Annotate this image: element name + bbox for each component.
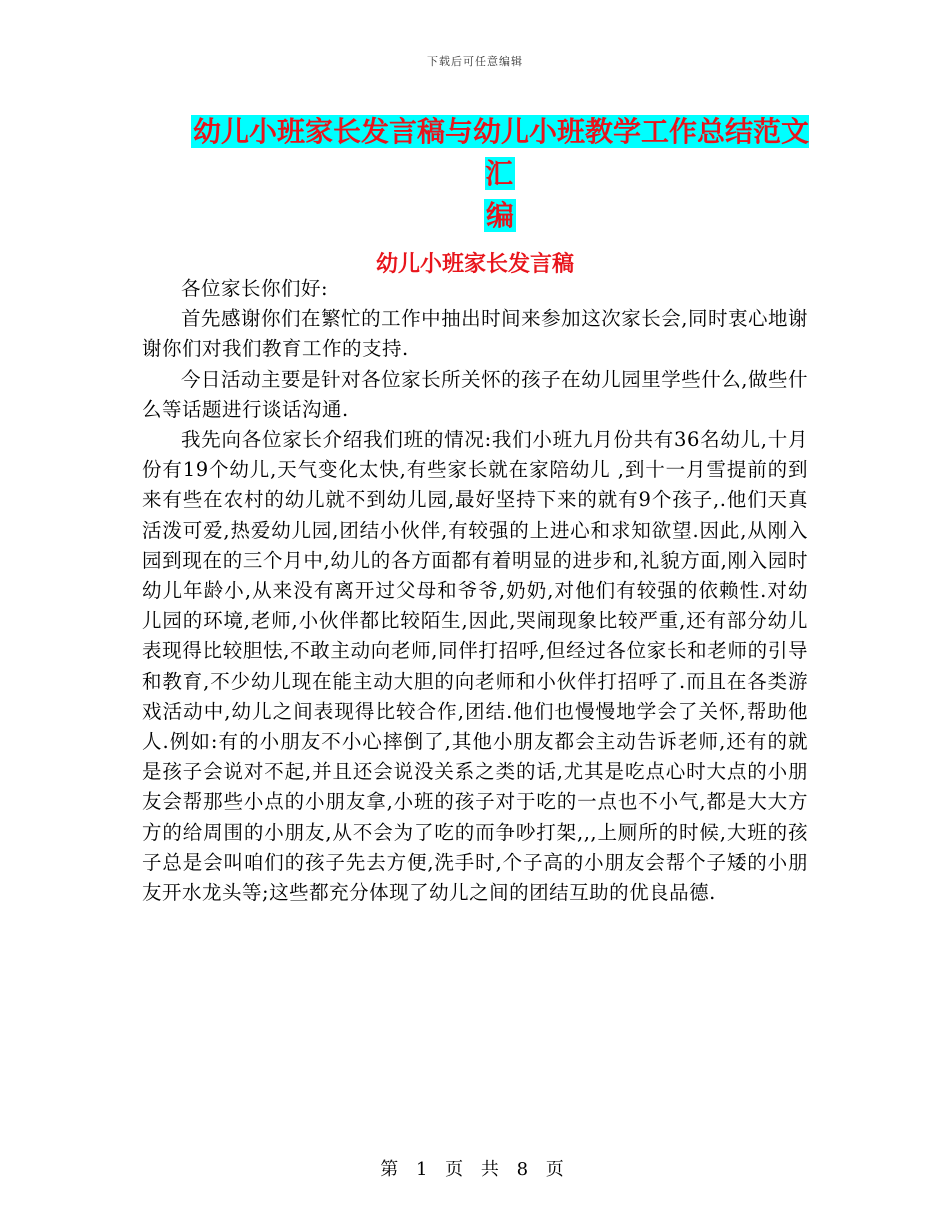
document-title-line-1: 幼儿小班家长发言稿与幼儿小班教学工作总结范文汇 <box>192 115 809 190</box>
body-text <box>142 274 808 908</box>
section-heading: 幼儿小班家长发言稿 <box>375 252 574 277</box>
paragraph: 我先向各位家长介绍我们班的情况:我们小班九月份共有36名幼儿,十月份有19个幼儿,天气变化太快,有些家长就在家陪幼儿 ,到十一月雪提前的到来有些在农村的幼儿就不到幼儿园,最好坚持下来的就有9个孩子,.他们天真活泼可爱,热爱幼儿园,团结小伙伴,有较强的上进心和求知欲望.因此,从刚入园到现在的三个月中,幼儿的各方面都有着明显的进步和,礼貌方面,刚入园时幼儿年龄小,从来没有离开过父母和爷爷,奶奶,对他们有较强的依赖性.对幼儿园的环境,老师,小伙伴都比较陌生,因此,哭闹现象比较严重,还有部分幼儿表现得比较胆怯,不敢主动向老师,同伴打招呼,但经过各位家长和老师的引导和教育,不少幼儿现在能主动大胆的向老师和小伙伴打招呼了.而且在各类游戏活动中,幼儿之间表现得比较合作,团结.他们也慢慢地学会了关怀,帮助他人.例如:有的小朋友不小心摔倒了,其他小朋友都会主动告诉老师,还有的就是孩子会说对不起,并且还会说没关系之类的话,尤其是吃点心时大点的小朋友会帮那些小点的小朋友拿,小班的孩子对于吃的一点也不小气,都是大大方方的给周围的小朋友,从不会为了吃的而争吵打架,,,上厕所的时候,大班的孩子总是会叫咱们的孩子先去方便,洗手时,个子高的小朋友会帮个子矮的小朋友开水龙头等;这些都充分体现了幼儿之间的团结互助的优良品德. <box>142 428 808 905</box>
document-title-line-2: 编 <box>485 199 514 232</box>
page-footer: 第 1 页 共 8 页 <box>380 1159 570 1180</box>
page-header-note: 下载后可任意编辑 <box>427 55 523 68</box>
paragraph: 今日活动主要是针对各位家长所关怀的孩子在幼儿园里学些什么,做些什么等话题进行谈话沟通. <box>142 367 808 421</box>
document-title <box>190 111 810 237</box>
paragraph-greeting: 各位家长你们好: <box>181 277 329 300</box>
paragraph: 首先感谢你们在繁忙的工作中抽出时间来参加这次家长会,同时衷心地谢谢你们对我们教育工作的支持. <box>142 307 808 361</box>
